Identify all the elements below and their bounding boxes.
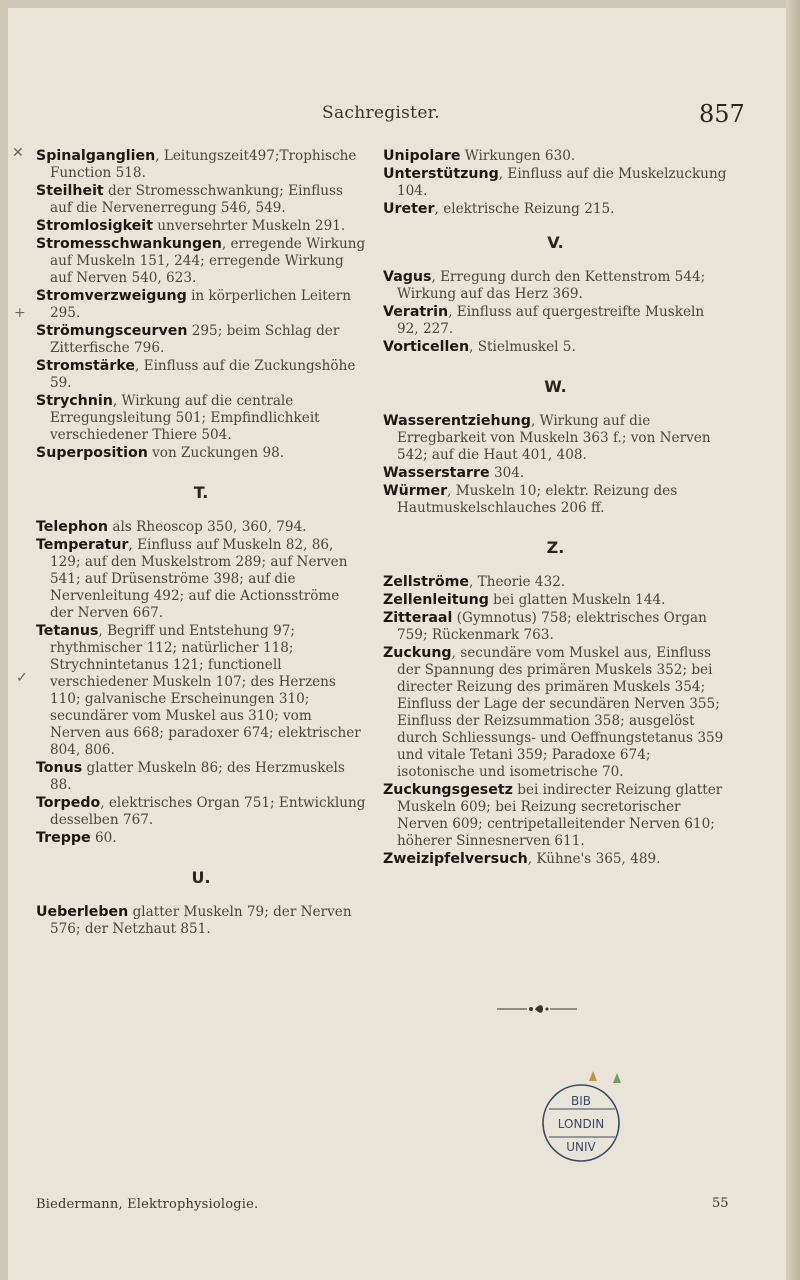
index-entry <box>36 760 366 794</box>
index-term: Stromstärke <box>36 358 136 374</box>
index-references: 295; beim Schlag der Zitterfische 796. <box>50 323 340 356</box>
end-ornament <box>497 1003 577 1015</box>
index-entry <box>36 288 366 322</box>
section-letter-Z: Z. <box>546 538 565 557</box>
margin-mark-check: ✓ <box>16 670 28 686</box>
index-term: Superposition <box>36 445 148 461</box>
index-entry <box>36 218 366 235</box>
index-term: Ureter <box>383 201 435 217</box>
index-term: Zellenleitung <box>383 592 489 608</box>
section-T <box>36 519 366 847</box>
section-U <box>36 904 366 938</box>
stamp-mark-icon <box>613 1073 621 1083</box>
index-term: Wasserentziehung <box>383 413 531 429</box>
index-term: Zuckung <box>383 645 452 661</box>
index-references: (Gymnotus) 758; elektrisches Organ 759; Rückenmark 763. <box>397 610 707 643</box>
index-entry <box>383 592 728 609</box>
index-term: Stromlosigkeit <box>36 218 153 234</box>
section-Z <box>383 574 728 868</box>
index-references: der Stromesschwankung; Einfluss auf die Nervenerregung 546, 549. <box>50 183 343 216</box>
stamp-line-1: BIB <box>570 1094 592 1108</box>
index-entry <box>383 304 728 338</box>
index-entry <box>383 465 728 482</box>
index-references: , Wirkung auf die centrale Erregungsleitung 501; Empfindlichkeit verschiedener Thiere 504. <box>50 393 320 443</box>
section-letter-U: U. <box>191 868 211 887</box>
index-term: Würmer <box>383 483 448 499</box>
index-entry <box>36 148 366 182</box>
index-entry <box>383 201 728 218</box>
section-W <box>383 413 728 517</box>
stamp-mark-icon <box>589 1071 597 1081</box>
page-right-edge <box>786 0 800 1280</box>
margin-mark-cross: ✕ <box>12 145 24 161</box>
index-term: Tonus <box>36 760 83 776</box>
index-entry <box>36 183 366 217</box>
index-references: , Muskeln 10; elektr. Reizung des Hautmuskelschlauches 206 ff. <box>397 483 678 516</box>
index-references: , Leitungszeit497;Trophische Function 518. <box>50 148 357 181</box>
index-term: Spinalganglien <box>36 148 156 164</box>
stamp-line-2: LONDIN <box>557 1117 605 1131</box>
index-term: Tetanus <box>36 623 99 639</box>
index-term: Zitteraal <box>383 610 453 626</box>
index-column-left <box>36 148 366 939</box>
index-references: , Einfluss auf die Zuckungshöhe 59. <box>50 358 356 391</box>
index-term: Veratrin <box>383 304 449 320</box>
index-entry <box>383 851 728 868</box>
index-term: Temperatur <box>36 537 129 553</box>
index-references: unversehrter Muskeln 291. <box>152 218 346 234</box>
index-entry <box>383 483 728 517</box>
index-entry <box>383 782 728 850</box>
index-references: , Theorie 432. <box>469 574 566 590</box>
index-term: Stromverzweigung <box>36 288 187 304</box>
index-term: Unterstützung <box>383 166 499 182</box>
index-term: Treppe <box>36 830 91 846</box>
index-term: Strömungsceurven <box>36 323 188 339</box>
index-references: 304. <box>489 465 525 481</box>
library-stamp <box>535 1065 645 1175</box>
index-term: Steilheit <box>36 183 104 199</box>
index-entry <box>36 236 366 287</box>
index-references: , secundäre vom Muskel aus, Einfluss der Spannung des primären Muskels 352; bei directer Reizung des primären Muskels 354; Einfluss der Lage der secundären Nerven 355; Einfluss der Reizsummation 358; ausgelöst durch Schliessungs- und Oeffnungstetanus 359 und vitale Tetani 359; Paradoxe 674; isotonische und isometrische 70. <box>397 645 724 780</box>
footer-book-title: Biedermann, Elektrophysiologie. <box>36 1197 259 1212</box>
index-term: Telephon <box>36 519 109 535</box>
section-U-continued <box>383 148 728 218</box>
index-entry <box>383 148 728 165</box>
index-references: , Einfluss auf Muskeln 82, 86, 129; auf den Muskelstrom 289; auf Nerven 541; auf Drüsenströme 398; auf die Nervenleitung 492; auf die Actionsströme der Nerven 667. <box>50 537 348 621</box>
page-top-edge <box>0 0 800 8</box>
index-references: , Stielmuskel 5. <box>469 339 576 355</box>
page-header <box>0 100 800 133</box>
index-entry <box>383 166 728 200</box>
footer-signature-number: 55 <box>712 1196 729 1211</box>
section-letter-T: T. <box>193 483 209 502</box>
index-entry <box>36 358 366 392</box>
index-term: Torpedo <box>36 795 101 811</box>
page-number: 857 <box>699 100 745 128</box>
index-term: Zuckungsgesetz <box>383 782 513 798</box>
index-term: Zweizipfelversuch <box>383 851 528 867</box>
index-term: Wasserstarre <box>383 465 490 481</box>
index-references: glatter Muskeln 86; des Herzmuskels 88. <box>50 760 345 793</box>
section-letter-V: V. <box>547 233 564 252</box>
index-entry <box>383 413 728 464</box>
index-entry <box>36 323 366 357</box>
index-references: , Erregung durch den Kettenstrom 544; Wirkung auf das Herz 369. <box>397 269 706 302</box>
index-references: , Wirkung auf die Erregbarkeit von Muskeln 363 f.; von Nerven 542; auf die Haut 401, 408. <box>397 413 711 463</box>
index-entry <box>36 623 366 759</box>
index-entry <box>36 445 366 462</box>
index-entry <box>383 610 728 644</box>
index-references: als Rheoscop 350, 360, 794. <box>108 519 307 535</box>
index-column-right <box>383 148 728 869</box>
index-term: Zellströme <box>383 574 470 590</box>
index-entry <box>36 519 366 536</box>
index-term: Ueberleben <box>36 904 129 920</box>
running-head: Sachregister. <box>322 103 440 123</box>
index-entry <box>383 339 728 356</box>
index-references: , Kühne's 365, 489. <box>527 851 661 867</box>
index-references: , elektrische Reizung 215. <box>434 201 615 217</box>
stamp-line-3: UNIV <box>566 1140 596 1154</box>
library-stamp-graphic <box>535 1065 645 1175</box>
index-references: , erregende Wirkung auf Muskeln 151, 244; erregende Wirkung auf Nerven 540, 623. <box>50 236 366 286</box>
index-entry <box>383 645 728 781</box>
index-term: Vagus <box>383 269 432 285</box>
index-entry <box>383 269 728 303</box>
margin-mark-cross: + <box>14 305 26 321</box>
index-references: , Begriff und Entstehung 97; rhythmischer 112; natürlicher 118; Strychnintetanus 121; functionell verschiedener Muskeln 107; des Herzens 110; galvanische Erscheinungen 310; secundärer vom Muskel aus 310; vom Nerven aus 668; paradoxer 674; elektrischer 804, 806. <box>50 623 361 758</box>
page-left-edge <box>0 0 8 1280</box>
index-references: , elektrisches Organ 751; Entwicklung desselben 767. <box>50 795 366 828</box>
index-references: bei glatten Muskeln 144. <box>488 592 666 608</box>
index-entry <box>36 393 366 444</box>
index-term: Vorticellen <box>383 339 470 355</box>
index-entry <box>36 904 366 938</box>
index-entry <box>383 574 728 591</box>
index-entry <box>36 795 366 829</box>
index-references: , Einfluss auf quergestreifte Muskeln 92, 227. <box>397 304 705 337</box>
index-references: von Zuckungen 98. <box>147 445 285 461</box>
index-references: in körperlichen Leitern 295. <box>50 288 352 321</box>
index-term: Stromesschwankungen <box>36 236 222 252</box>
index-entry <box>36 830 366 847</box>
index-term: Unipolare <box>383 148 461 164</box>
section-V <box>383 269 728 356</box>
index-references: Wirkungen 630. <box>460 148 576 164</box>
index-references: 60. <box>90 830 117 846</box>
index-references: bei indirecter Reizung glatter Muskeln 609; bei Reizung secretorischer Nerven 609; centripetalleitender Nerven 610; höherer Sinnesnerven 611. <box>397 782 723 849</box>
index-references: glatter Muskeln 79; der Nerven 576; der Netzhaut 851. <box>50 904 352 937</box>
index-term: Strychnin <box>36 393 113 409</box>
section-S <box>36 148 366 462</box>
index-entry <box>36 537 366 622</box>
index-references: , Einfluss auf die Muskelzuckung 104. <box>397 166 727 199</box>
section-letter-W: W. <box>544 377 567 396</box>
